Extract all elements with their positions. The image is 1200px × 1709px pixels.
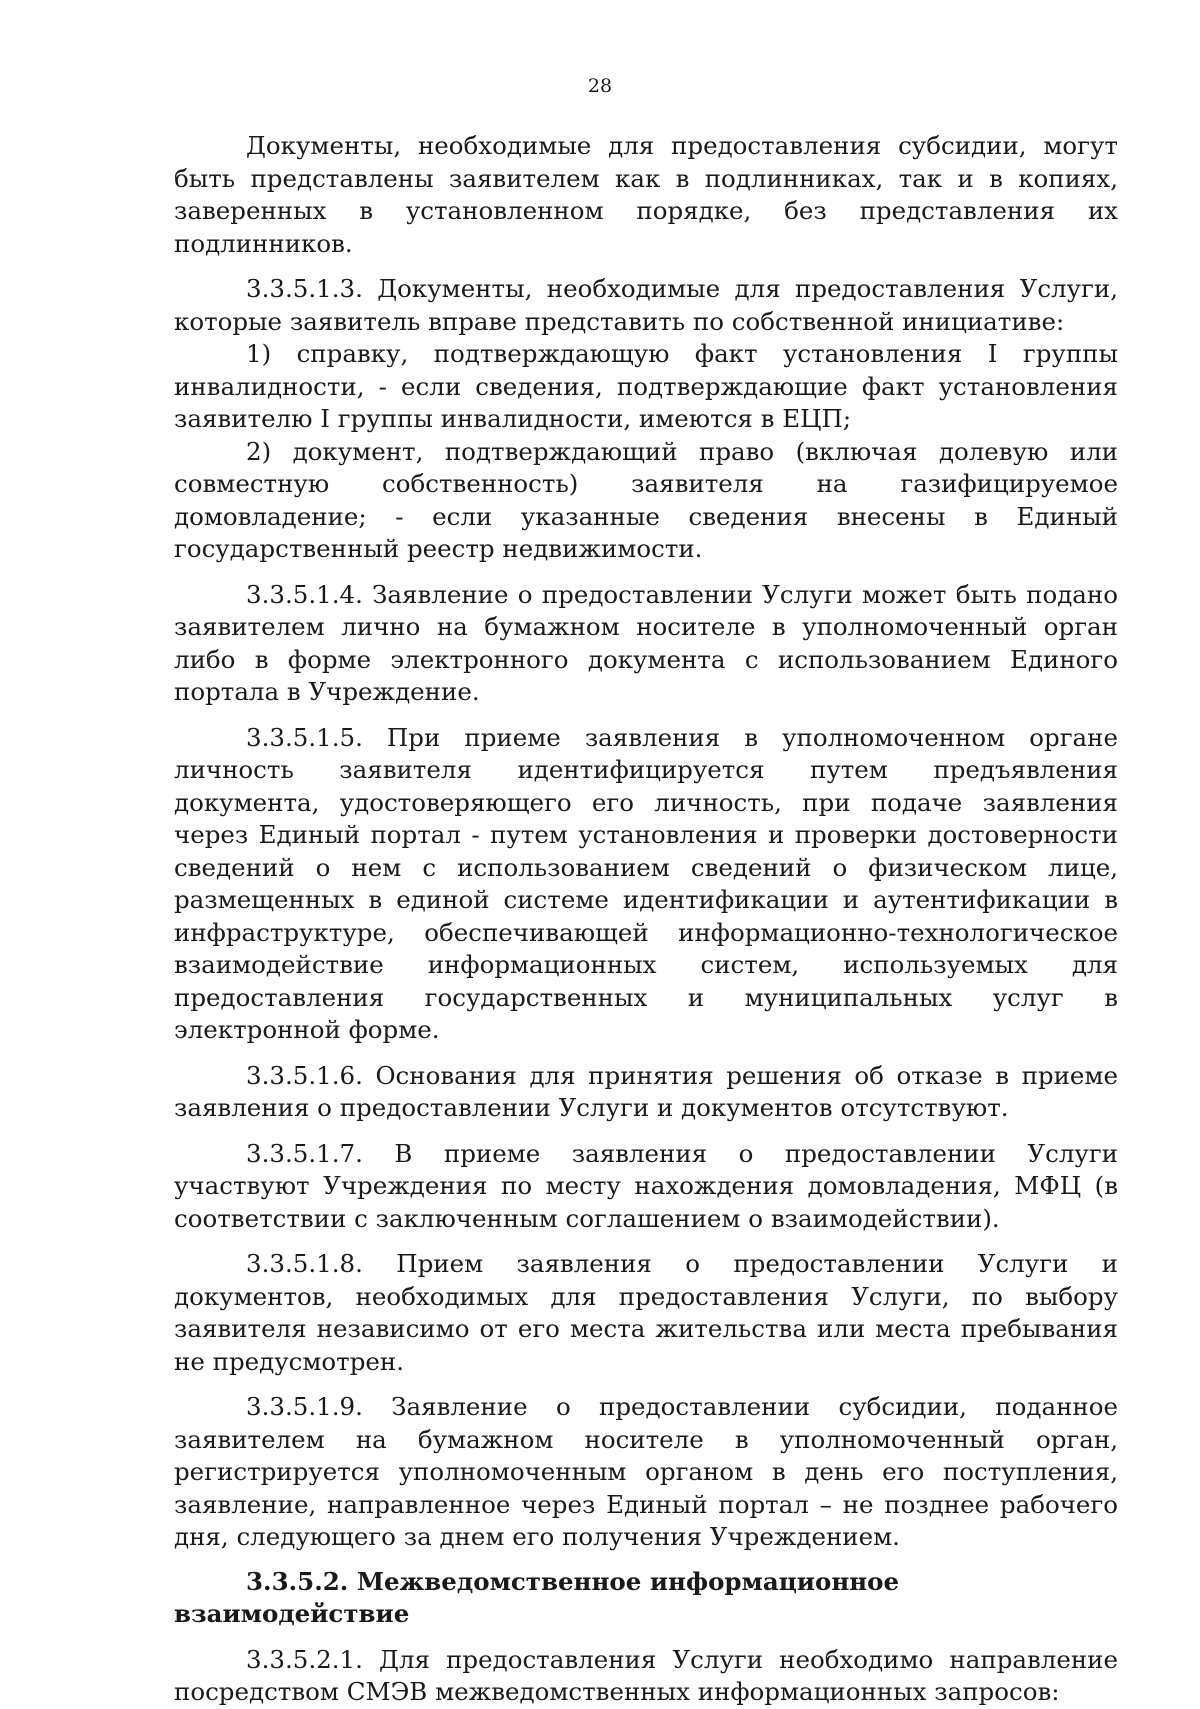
paragraph-3-3-5-1-4: 3.3.5.1.4. Заявление о предоставлении Услуги может быть подано заявителем лично на бумажном носителе в уполномоченный орган либо в форме электронного документа с использованием Единого портала в Учреждение. bbox=[174, 579, 1118, 706]
paragraph-documents-originals: Документы, необходимые для предоставления субсидии, могут быть представлены заявителем как в подлинниках, так и в копиях, заверенных в установленном порядке, без представления их подлинников. bbox=[174, 131, 1118, 258]
paragraph-3-3-5-1-3: 3.3.5.1.3. Документы, необходимые для предоставления Услуги, которые заявитель вправе представить по собственной инициативе: bbox=[174, 274, 1118, 336]
paragraph-3-3-5-1-7: 3.3.5.1.7. В приеме заявления о предоставлении Услуги участвуют Учреждения по месту нахождения домовладения, МФЦ (в соответствии с заключенным соглашением о взаимодействии). bbox=[174, 1138, 1118, 1233]
paragraph-3-3-5-1-9: 3.3.5.1.9. Заявление о предоставлении субсидии, поданное заявителем на бумажном носителе в уполномоченный орган, регистрируется уполномоченным органом в день его поступления, заявление, направленное через Единый портал – не позднее рабочего дня, следующего за днем его получения Учреждением. bbox=[174, 1392, 1118, 1551]
paragraph-3-3-5-1-5: 3.3.5.1.5. При приеме заявления в уполномоченном органе личность заявителя идентифицируется путем предъявления документа, удостоверяющего его личность, при подаче заявления через Единый портал - путем установления и проверки достоверности сведений о нем с использованием сведений о физическом лице, размещенных в единой системе идентификации и аутентификации в инфраструктуре, обеспечивающей информационно-технологическое взаимодействие информационных систем, используемых для предоставления государственных и муниципальных услуг в электронной форме. bbox=[174, 722, 1118, 1044]
list-item-ownership-document: 2) документ, подтверждающий право (включая долевую или совместную собственность) заявителя на газифицируемое домовладение; - если указанные сведения внесены в Единый государственный реестр недвижимости. bbox=[174, 436, 1118, 563]
paragraph-3-3-5-1-6: 3.3.5.1.6. Основания для принятия решения об отказе в приеме заявления о предоставлении Услуги и документов отсутствуют. bbox=[174, 1060, 1118, 1122]
paragraph-3-3-5-2-1: 3.3.5.2.1. Для предоставления Услуги необходимо направление посредством СМЭВ межведомственных информационных запросов: bbox=[174, 1644, 1118, 1706]
section-heading: 3.3.5.2. Межведомственное информационное взаимодействие bbox=[174, 1566, 900, 1628]
list-item-disability-certificate: 1) справку, подтверждающую факт установления I группы инвалидности, - если сведения, подтверждающие факт установления заявителю I группы инвалидности, имеются в ЕЦП; bbox=[174, 339, 1118, 433]
page-number: 28 bbox=[587, 75, 613, 97]
paragraph-3-3-5-1-8: 3.3.5.1.8. Прием заявления о предоставлении Услуги и документов, необходимых для предоставления Услуги, по выбору заявителя независимо от его места жительства или места пребывания не предусмотрен. bbox=[174, 1249, 1118, 1376]
document-body bbox=[174, 130, 1118, 1709]
